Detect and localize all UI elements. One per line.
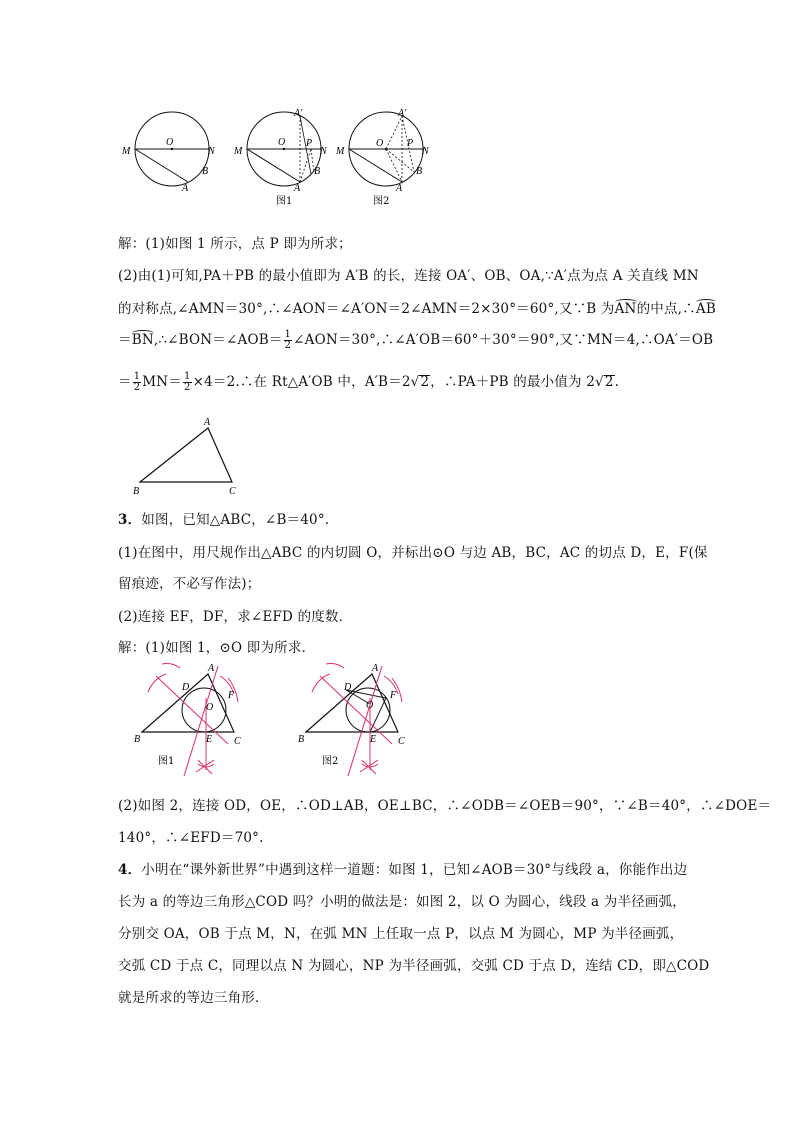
caption-fig2: 图2 — [373, 196, 390, 207]
fraction-half: $\frac{1}{2}$ — [284, 329, 292, 351]
label-C: C — [229, 486, 236, 497]
arc-BN: BN — [131, 332, 154, 348]
label-B: B — [416, 166, 423, 177]
sqrt-radicand: 2 — [420, 374, 430, 390]
label-E: E — [206, 734, 213, 745]
label-O: O — [376, 138, 384, 149]
solution-part2-line2: 的对称点,∠AMN＝30°,∴∠AON＝∠A′ON＝2∠AMN＝2×30°＝60°,又∵B 为AN的中点,∴AB — [118, 301, 716, 317]
label-A-prime: A′ — [294, 108, 303, 119]
label-F: F — [228, 690, 235, 701]
solution-part2-line1: (2)由(1)可知,PA＋PB 的最小值即为 A′B 的长，连接 OA′、OB、OA,∵A′点为点 A 关直线 MN — [118, 268, 699, 284]
caption-fig2: 图2 — [322, 756, 339, 767]
label-A: A — [294, 183, 301, 194]
question-3-solution1: 解：(1)如图 1，⊙O 即为所求． — [118, 640, 316, 656]
caption-fig1: 图1 — [276, 196, 293, 207]
label-O: O — [278, 137, 286, 148]
label-A: A — [208, 663, 215, 674]
label-N: N — [208, 146, 215, 157]
construction-fig2 — [298, 663, 405, 776]
question-3-solution2-line2: 140°，∴∠EFD＝70°. — [118, 830, 264, 846]
question-3-part1: (1)在图中，用尺规作出△ABC 的内切圆 O，并标出⊙O 与边 AB，BC，AC 的切点 D，E，F(保 — [118, 545, 708, 561]
label-B: B — [298, 734, 305, 745]
question-4-line3: 分别交 OA，OB 于点 M，N，在弧 MN 上任取一点 P，以点 M 为圆心，MP 为半径画弧， — [118, 926, 684, 942]
label-O: O — [166, 137, 174, 148]
question-3-part1-cont: 留痕迹，不必写作法)； — [118, 576, 261, 592]
label-A-prime: A′ — [398, 108, 407, 119]
label-P: P — [306, 138, 313, 149]
label-B: B — [314, 166, 321, 177]
label-B: B — [202, 166, 209, 177]
arc-AB: AB — [695, 301, 716, 317]
label-D: D — [182, 682, 190, 693]
question-3-part2: (2)连接 EF，DF，求∠EFD 的度数． — [118, 609, 353, 625]
solution-part2-line3: ＝BN,∴∠BON＝∠AOB＝ $\frac{1}{2}$ ∠AON＝30°,∴∠A′OB＝60°＋30°＝90°,又∵MN＝4,∴OA′＝OB — [118, 329, 714, 351]
question-4-line4: 交弧 CD 于点 C，同理以点 N 为圆心，NP 为半径画弧，交弧 CD 于点 D，连结 CD，即△COD — [118, 958, 710, 974]
arc-AN: AN — [614, 301, 637, 317]
label-A: A — [204, 417, 211, 428]
label-A: A — [372, 663, 379, 674]
label-M: M — [336, 146, 345, 157]
triangle-figure — [128, 412, 248, 498]
figure-plain — [121, 112, 216, 194]
caption-fig1: 图1 — [158, 756, 175, 767]
label-C: C — [398, 736, 405, 747]
figure-1 — [233, 108, 328, 207]
solution-part2-line4: ＝ $\frac{1}{2}$ MN＝ $\frac{1}{2}$ ×4＝2.∴在 Rt△A′OB 中，A′B＝2√2，∴PA＋PB 的最小值为 2√2. — [118, 371, 620, 393]
solution-part1: 解：(1)如图 1 所示，点 P 即为所求； — [118, 236, 352, 252]
question-3-stem: 3．如图，已知△ABC，∠B＝40°. — [118, 512, 330, 528]
label-C: C — [234, 736, 241, 747]
construction-fig1 — [134, 663, 241, 776]
label-O: O — [206, 702, 214, 713]
question-4-line1: 4．小明在“课外新世界”中遇到这样一道题：如图 1，已知∠AOB＝30°与线段 a，你能作出边 — [118, 862, 688, 878]
sqrt-radicand: 2 — [604, 374, 614, 390]
label-N: N — [422, 146, 429, 157]
label-M: M — [122, 146, 131, 157]
label-A: A — [182, 183, 189, 194]
circle-figures — [118, 104, 438, 208]
label-D: D — [344, 682, 352, 693]
fraction-half: $\frac{1}{2}$ — [184, 371, 191, 393]
label-B: B — [134, 734, 141, 745]
label-B: B — [133, 486, 140, 497]
label-N: N — [320, 146, 327, 157]
label-O: O — [366, 700, 374, 711]
label-A: A — [396, 183, 403, 194]
question-4-line5: 就是所求的等边三角形． — [118, 990, 269, 1006]
construction-figures — [118, 658, 428, 778]
question-4-line2: 长为 a 的等边三角形△COD 吗？小明的做法是：如图 2，以 O 为圆心，线段 a 为半径画弧， — [118, 894, 686, 910]
figure-2 — [335, 108, 430, 207]
label-F: F — [390, 690, 397, 701]
label-P: P — [407, 138, 414, 149]
question-3-solution2-line1: (2)如图 2，连接 OD，OE，∴OD⊥AB，OE⊥BC，∴∠ODB＝∠OEB＝90°，∵∠B＝40°，∴∠DOE＝ — [118, 798, 772, 814]
label-M: M — [234, 146, 243, 157]
label-E: E — [370, 734, 377, 745]
fraction-half: $\frac{1}{2}$ — [133, 371, 141, 393]
